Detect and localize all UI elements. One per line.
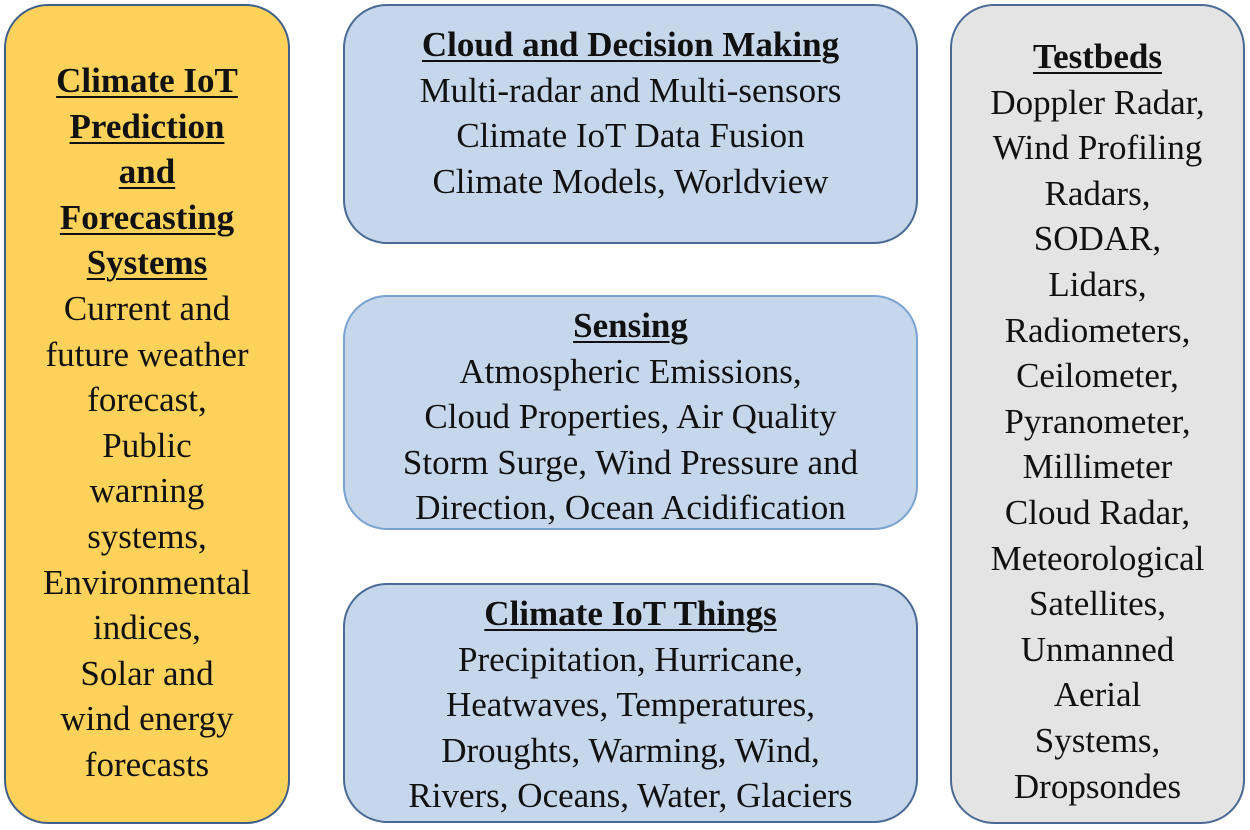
forecasting-item: warning: [89, 471, 205, 511]
forecasting-title-line: Climate IoT: [56, 61, 238, 100]
testbeds-item: Dropsondes: [1013, 766, 1182, 806]
testbeds-item: Doppler Radar,: [990, 82, 1205, 122]
forecasting-item: wind energy: [60, 699, 234, 739]
testbeds-item: Unmanned: [1020, 629, 1175, 669]
iot-things-item: Precipitation, Hurricane,: [457, 639, 803, 679]
testbeds-item: Radars,: [1044, 173, 1151, 213]
testbeds-item: Systems,: [1034, 720, 1161, 760]
sensing-item: Direction, Ocean Acidification: [415, 488, 846, 528]
sensing-item: Cloud Properties, Air Quality: [424, 397, 837, 437]
testbeds-item: Meteorological: [990, 538, 1205, 578]
forecasting-item: Environmental: [42, 562, 251, 602]
testbeds-item: Cloud Radar,: [1004, 492, 1191, 532]
cloud-decision-title: Cloud and Decision Making: [421, 25, 840, 64]
sensing-item: Storm Surge, Wind Pressure and: [402, 442, 859, 482]
testbeds-title: Testbeds: [1032, 37, 1163, 76]
forecasting-title-line: Forecasting: [59, 197, 235, 237]
testbeds-item: Millimeter: [1022, 447, 1173, 487]
forecasting-item: Public: [102, 425, 192, 465]
forecasting-item: indices,: [93, 608, 201, 648]
forecasting-title-line: and: [118, 152, 176, 192]
cloud-decision-box: [343, 4, 918, 244]
testbeds-item: SODAR,: [1033, 219, 1162, 259]
iot-things-title: Climate IoT Things: [484, 594, 777, 633]
forecasting-item: Current and: [63, 288, 231, 328]
forecasting-item: future weather: [45, 334, 249, 374]
cloud-decision-item: Multi-radar and Multi-sensors: [419, 70, 842, 110]
iot-things-item: Heatwaves, Temperatures,: [445, 685, 816, 725]
forecasting-systems-box: [4, 4, 290, 824]
cloud-decision-item: Climate IoT Data Fusion: [456, 116, 805, 156]
testbeds-item: Ceilometer,: [1016, 356, 1179, 396]
iot-things-box: [343, 583, 918, 823]
testbeds-box: [950, 4, 1245, 824]
forecasting-title-line: Systems: [86, 243, 208, 283]
testbeds-item: Wind Profiling: [992, 128, 1203, 168]
cloud-decision-item: Climate Models, Worldview: [432, 161, 829, 201]
testbeds-item: Satellites,: [1028, 584, 1167, 624]
testbeds-item: Radiometers,: [1004, 310, 1191, 350]
sensing-title: Sensing: [573, 306, 688, 345]
testbeds-item: Aerial: [1053, 675, 1142, 715]
iot-things-item: Droughts, Warming, Wind,: [441, 730, 820, 770]
testbeds-item: Pyranometer,: [1004, 401, 1191, 441]
iot-things-item: Rivers, Oceans, Water, Glaciers: [408, 776, 853, 816]
forecasting-item: forecasts: [84, 744, 210, 784]
sensing-item: Atmospheric Emissions,: [459, 351, 802, 391]
testbeds-item: Lidars,: [1048, 264, 1147, 304]
forecasting-item: forecast,: [87, 380, 207, 420]
forecasting-item: Solar and: [80, 653, 214, 693]
forecasting-title-line: Prediction: [69, 106, 225, 146]
sensing-box: [343, 295, 918, 530]
forecasting-item: systems,: [87, 516, 207, 556]
